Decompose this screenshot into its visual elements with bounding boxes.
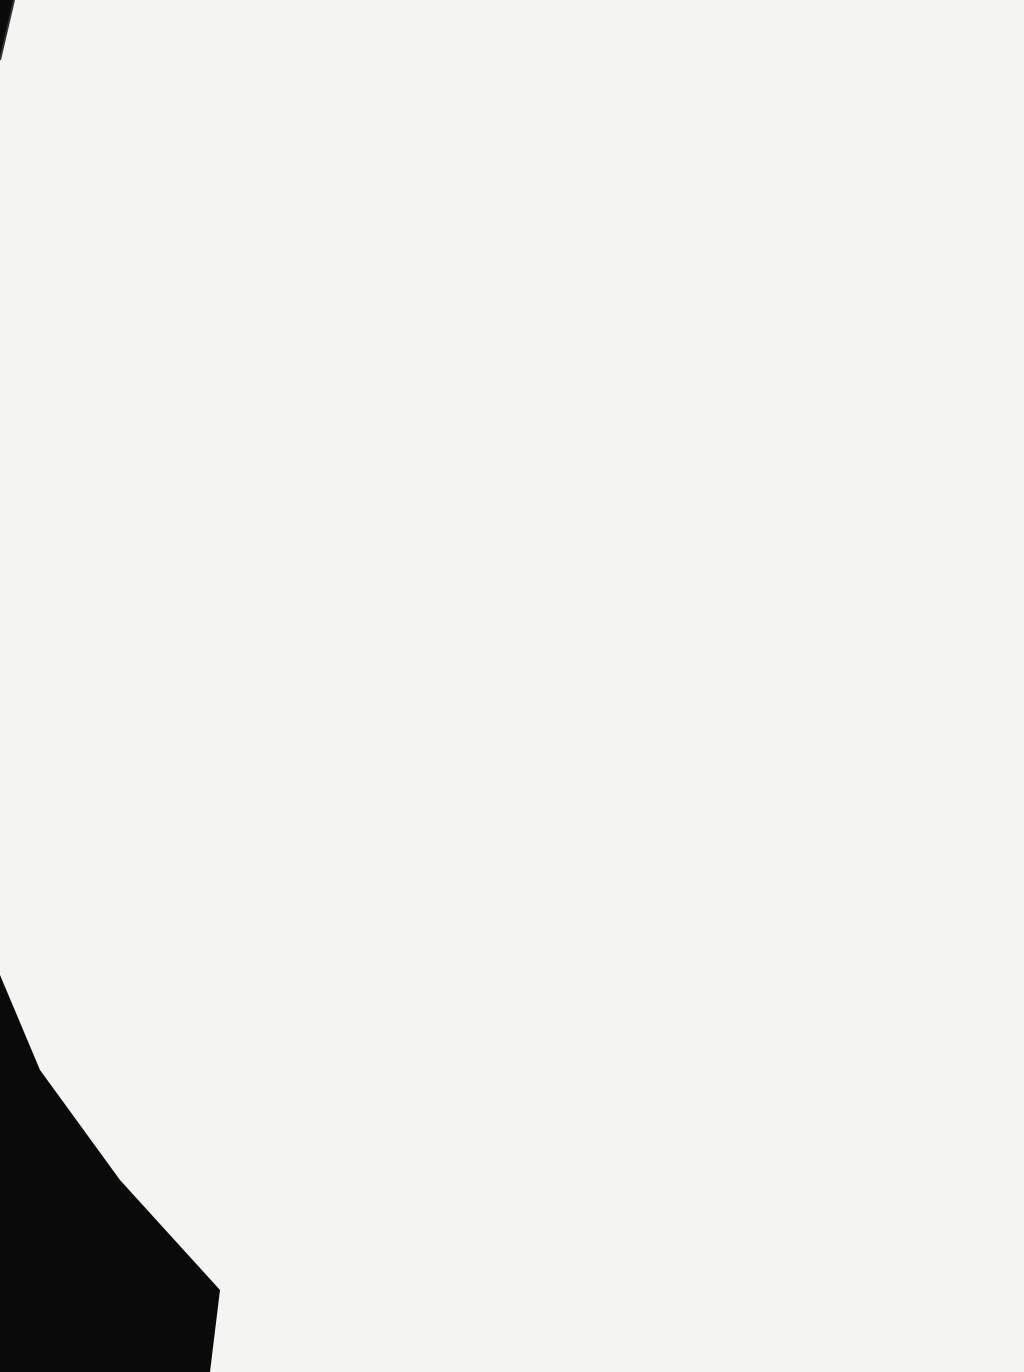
page-header [258,16,1018,62]
ornamental-band [246,636,986,692]
salutation [252,868,772,948]
